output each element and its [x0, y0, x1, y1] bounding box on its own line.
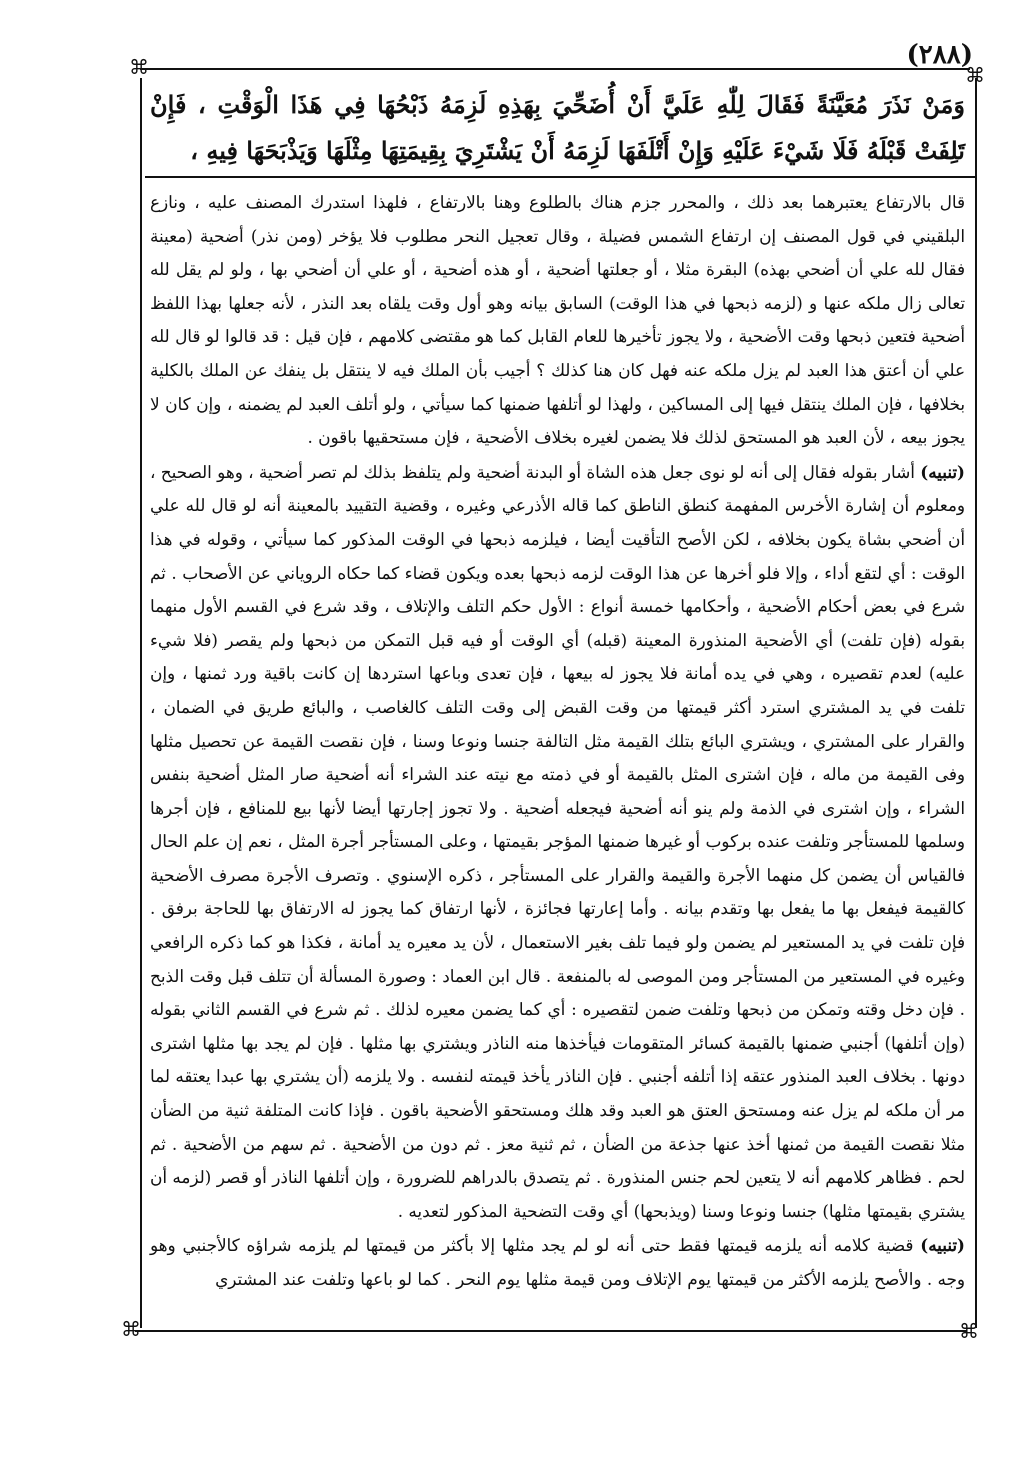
- corner-ornament-icon: ⌘: [959, 1319, 979, 1343]
- note-label: (تنبيه): [920, 461, 965, 482]
- commentary-note: [150, 456, 965, 1229]
- corner-ornament-icon: ⌘: [121, 1317, 141, 1341]
- corner-ornament-icon: ⌘: [129, 55, 149, 79]
- commentary-text: أشار بقوله فقال إلى أنه لو نوى جعل هذه الشاة أو البدنة أضحية ولم يتلفظ بذلك لم تصر أضحية ، وهو الصحيح ، ومعلوم أن إشارة الأخرس المفهمة كنطق الناطق كما قاله الأذرعي وغيره ، وقضية التقييد بالمعينة أنه لو قال لله علي أن أضحي بشاة يكون بخلافه ، لكن الأصح التأقيت أيضا ، فيلزمه ذبحها في الوقت المذكور كما سيأتي ، وقوله في هذا الوقت : أي لتقع أداء ، وإلا فلو أخرها عن هذا الوقت لزمه ذبحها بعده ويكون قضاء كما حكاه الروياني عن الأصحاب . ثم شرع في بعض أحكام الأضحية ، وأحكامها خمسة أنواع : الأول حكم التلف والإتلاف ، وقد شرع في القسم الأول منهما بقوله (فإن تلفت) أي الأضحية المنذورة المعينة (قبله) أي الوقت أو فيه قبل التمكن من ذبحها ولم يقصر (فلا شيء عليه) لعدم تقصيره ، وهي في يده أمانة فلا يجوز له بيعها ، فإن تعدى وباعها استردها إن كانت باقية ورد ثمنها ، وإن تلفت في يد المشتري استرد أكثر قيمتها من وقت القبض إلى وقت التلف كالغاصب ، والبائع طريق في الضمان ، والقرار على المشتري ، ويشتري البائع بتلك القيمة مثل التالفة جنسا ونوعا وسنا ، فإن نقصت القيمة عن تحصيل مثلها وفى القيمة من ماله ، فإن اشترى المثل بالقيمة أو في ذمته مع نيته عند الشراء أنه أضحية صار المثل أضحية بنفس الشراء ، وإن اشترى في الذمة ولم ينو أنه أضحية فيجعله أضحية . ولا تجوز إجارتها أيضا لأنها بيع للمنافع ، فإن أجرها وسلمها للمستأجر وتلفت عنده بركوب أو غيرها ضمنها المؤجر بقيمتها ، وعلى المستأجر أجرة المثل ، نعم إن علم الحال فالقياس أن يضمن كل منهما الأجرة والقيمة والقرار على المستأجر ، ذكره الإسنوي . وتصرف الأجرة مصرف الأضحية كالقيمة فيفعل بها ما يفعل بها وتقدم بيانه . وأما إعارتها فجائزة ، لأنها ارتفاق كما يجوز له الارتفاق بها للحاجة برفق . فإن تلفت في يد المستعير لم يضمن ولو فيما تلف بغير الاستعمال ، لأن يد معيره يد أمانة ، فكذا هو كما ذكره الرافعي وغيره في المستعير من المستأجر ومن الموصى له بالمنفعة . قال ابن العماد : وصورة المسألة أن تتلف قبل وقت الذبح . فإن دخل وقته وتمكن من ذبحها وتلفت ضمن لتقصيره : أي كما يضمن معيره لذلك . ثم شرع في القسم الثاني بقوله (وإن أتلفها) أجنبي ضمنها بالقيمة كسائر المتقومات فيأخذها منه الناذر ويشتري بها مثلها . فإن لم يجد بها مثلها اشترى دونها . بخلاف العبد المنذور عتقه إذا أتلفه أجنبي . فإن الناذر يأخذ قيمته لنفسه . ولا يلزمه (أن يشتري بها عبدا يعتقه لما مر أن ملكه لم يزل عنه ومستحق العتق هو العبد وقد هلك ومستحقو الأضحية باقون . فإذا كانت المتلفة ثنية من الضأن مثلا نقصت القيمة من ثمنها أخذ عنها جذعة من الضأن ، ثم ثنية معز . ثم دون من الأضحية . ثم سهم من الأضحية . ثم لحم . فظاهر كلامهم أنه لا يتعين لحم جنس المنذورة . ثم يتصدق بالدراهم للضرورة ، وإن أتلفها الناذر أو قصر (لزمه أن يشتري بقيمتها مثلها) جنسا ونوعا وسنا (ويذبحها) أي وقت التضحية المذكور لتعديه .: [150, 461, 965, 1221]
- frame-left-rule: [140, 78, 142, 1328]
- frame-right-rule: [975, 78, 977, 1328]
- corner-ornament-icon: ⌘: [965, 63, 985, 87]
- commentary-note: [150, 1229, 965, 1296]
- commentary-paragraph: [150, 186, 965, 455]
- page-number: (٢٨٨): [906, 40, 973, 70]
- commentary-text: قضية كلامه أنه يلزمه قيمتها فقط حتى أنه لو لم يجد مثلها إلا بأكثر من قيمتها لم يلزمه شراؤه كالأجنبي وهو وجه . والأصح يلزمه الأكثر من قيمتها يوم الإتلاف ومن قيمة مثلها يوم النحر . كما لو باعها وتلفت عند المشتري: [150, 1235, 965, 1289]
- matn-text: وَمَنْ نَذَرَ مُعَيَّنَةً فَقَالَ لِلّٰهِ عَلَيَّ أَنْ أُضَحِّيَ بِهَذِهِ لَزِمَهُ ذَبْحُهَا فِي هَذَا الْوَقْتِ ، فَإِنْ تَلِفَتْ قَبْلَهُ فَلَا شَيْءَ عَلَيْهِ وَإِنْ أَتْلَفَهَا لَزِمَهُ أَنْ يَشْتَرِيَ بِقِيمَتِهَا مِثْلَهَا وَيَذْبَحَهَا فِيهِ ،: [150, 90, 965, 165]
- commentary: [150, 186, 965, 1298]
- note-label: (تنبيه): [920, 1235, 965, 1256]
- frame-bottom-rule: [135, 1330, 967, 1332]
- commentary-text: قال بالارتفاع يعتبرهما بعد ذلك ، والمحرر جزم هناك بالطلوع وهنا بالارتفاع ، فلهذا استدرك المصنف عليه ، ونازع البلقيني في قول المصنف إن ارتفاع الشمس فضيلة ، وقال تعجيل النحر مطلوب فلا يؤخر (ومن نذر) أضحية (معينة فقال لله علي أن أضحي بهذه) البقرة مثلا ، أو جعلتها أضحية ، أو هذه أضحية ، أو علي أن أضحي بها ، ولو لم يقل لله تعالى زال ملكه عنها و (لزمه ذبحها في هذا الوقت) السابق بيانه وهو أول وقت يلقاه بعد النذر ، لأنه جعلها بهذا اللفظ أضحية فتعين ذبحها وقت الأضحية ، ولا يجوز تأخيرها للعام القابل كما هو مقتضى كلامهم ، فإن قيل : قد قالوا لو قال لله علي أن أعتق هذا العبد لم يزل ملكه عنه فهل كان هنا كذلك ؟ أجيب بأن الملك فيه لا ينتقل بل ينفك عن الملك بالكلية بخلافها ، فإن الملك ينتقل فيها إلى المساكين ، ولهذا لو أتلفها ضمنها كما سيأتي ، ولو أتلف العبد لم يضمنه ، وإن كان لا يجوز بيعه ، لأن العبد هو المستحق لذلك فلا يضمن لغيره بخلاف الأضحية ، فإن مستحقيها باقون .: [150, 192, 965, 448]
- frame-top-rule: [140, 68, 970, 70]
- section-divider: [145, 176, 975, 178]
